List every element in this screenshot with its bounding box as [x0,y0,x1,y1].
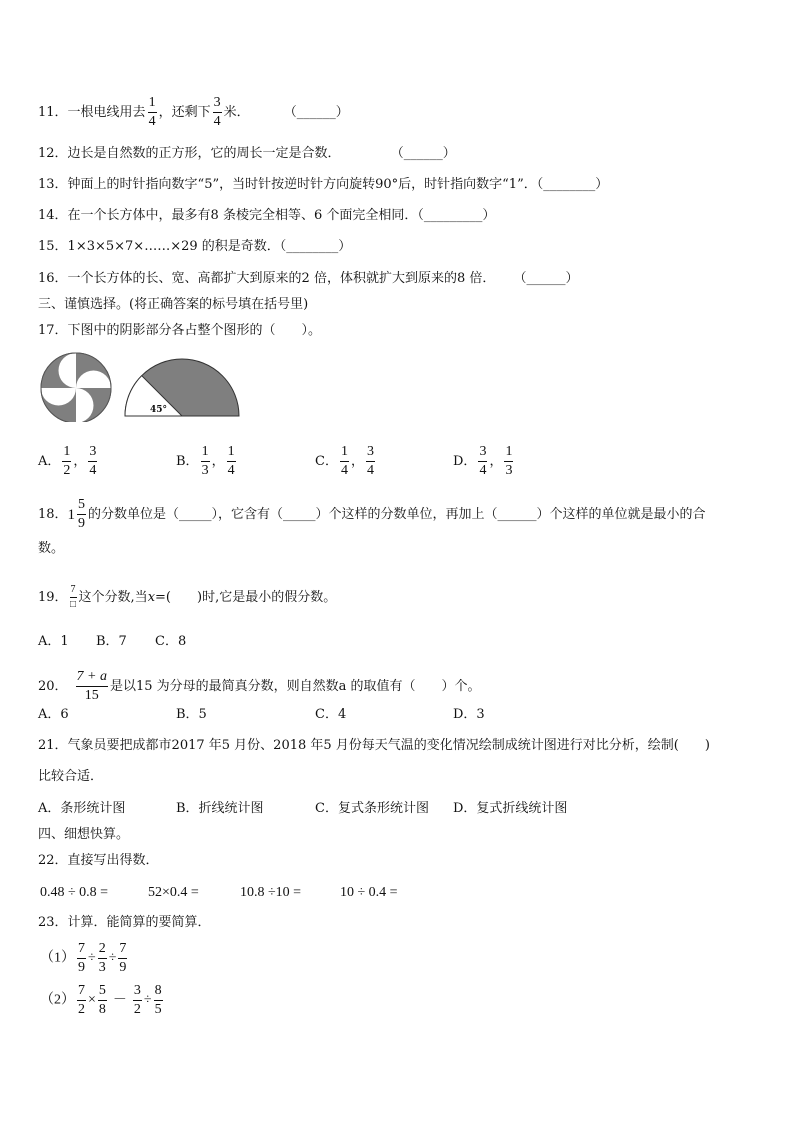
q19-option-b[interactable]: B．7 [96,634,127,649]
question-21: 21．气象员要把成都市2017 年5 月份、2018 年5 月份每天气温的变化情况绘制成统计图进行对比分析，绘制( ) [38,738,710,753]
section-heading-3: 三、谨慎选择。(将正确答案的标号填在括号里) [38,297,309,312]
question-number: 18． [38,507,68,522]
q17-figure [38,350,244,422]
question-22: 22．直接写出得数． [38,853,159,868]
question-number: 23． [38,915,68,930]
question-number: 12． [38,146,68,161]
q17-option-b[interactable]: B． $\frac{1}{3}$ ， $\frac{1}{4}$ [176,444,235,478]
q17-option-a[interactable]: A． $\frac{1}{2}$ ， $\frac{3}{4}$ [38,444,97,478]
q20-option-c[interactable]: C．4 [315,707,347,722]
q20-option-a[interactable]: A．6 [38,707,69,722]
question-number: 16． [38,271,68,286]
question-19: 19． $\frac{7}{□}$ 这个分数,当x=( )时,它是最小的假分数。 [38,584,337,610]
mixed-number: 1 $\frac{5}{9}$ [67,497,86,531]
q19-option-a[interactable]: A．1 [38,634,69,649]
question-number: 20． [38,679,68,694]
q22-item-2: 52×0.4 = [148,885,199,900]
question-14: 14．在一个长方体中，最多有8 条棱完全相等、6 个面完全相同．（_________） [38,208,496,223]
question-21-cont: 比较合适． [38,769,104,784]
q21-option-d[interactable]: D．复式折线统计图 [453,801,568,816]
question-number: 17． [38,323,68,338]
section-heading-4: 四、细想快算。 [38,827,130,842]
question-23: 23．计算．能简算的要简算． [38,915,211,930]
angle-label: 45° [150,405,168,415]
q23-part-1: （1） $\frac{7}{9}$ ÷ $\frac{2}{3}$ ÷ $\frac{7}{9}$ [40,941,127,975]
answer-blank[interactable]: （______） [283,105,349,120]
semicircle-figure [125,359,239,416]
q23-part-2: （2） $\frac{7}{2}$ × $\frac{5}{8}$ － $\frac{3}{2}$ ÷ $\frac{8}{5}$ [40,983,162,1017]
question-18-cont: 数。 [38,541,65,556]
q20-option-b[interactable]: B．5 [176,707,207,722]
question-11: 11．一根电线用去 $\frac{1}{4}$ ，还剩下 $\frac{3}{4}$ 米． （______） [38,95,349,129]
question-18: 18． 1 $\frac{5}{9}$ 的分数单位是（_____），它含有（_____）个这样的分数单位，再加上（______）个这样的单位就是最小的合 [38,497,706,531]
q19-option-c[interactable]: C．8 [155,634,187,649]
question-15: 15．1×3×5×7×……×29 的积是奇数．（________） [38,239,352,254]
question-number: 22． [38,853,68,868]
question-13: 13．钟面上的时针指向数字“5”，当时针按逆时针方向旋转90°后，时针指向数字“1”．（________） [38,177,609,192]
question-number: 11． [38,105,68,120]
q21-option-c[interactable]: C．复式条形统计图 [315,801,429,816]
question-12: 12．边长是自然数的正方形，它的周长一定是合数． （______） [38,146,456,161]
fraction: $\frac{7 + a}{15}$ [76,669,107,703]
q22-item-4: 10 ÷ 0.4 = [340,885,398,900]
question-number: 14． [38,208,68,223]
q22-item-1: 0.48 ÷ 0.8 = [40,885,109,900]
question-20: 20． $\frac{7 + a}{15}$ 是以15 为分母的最简真分数，则自然数a 的取值有（ ）个。 [38,669,481,703]
answer-blank[interactable]: （______） [513,271,579,286]
pinwheel-circle [41,353,111,422]
question-number: 19． [38,590,68,605]
question-number: 13． [38,177,68,192]
question-17: 17．下图中的阴影部分各占整个图形的（ ）。 [38,323,322,338]
question-number: 15． [38,239,68,254]
answer-blank[interactable]: （______） [390,146,456,161]
question-number: 21． [38,738,68,753]
q21-option-b[interactable]: B．折线统计图 [176,801,264,816]
fraction: $\frac{3}{4}$ [213,95,221,129]
q21-option-a[interactable]: A．条形统计图 [38,801,126,816]
q17-option-c[interactable]: C． $\frac{1}{4}$ ， $\frac{3}{4}$ [315,444,374,478]
q22-item-3: 10.8 ÷10 = [240,885,302,900]
q20-option-d[interactable]: D．3 [453,707,485,722]
fraction: $\frac{1}{4}$ [148,95,156,129]
fraction: $\frac{7}{□}$ [70,584,77,610]
q17-option-d[interactable]: D． $\frac{3}{4}$ ， $\frac{1}{3}$ [453,444,513,478]
question-16: 16．一个长方体的长、宽、高都扩大到原来的2 倍，体积就扩大到原来的8 倍． （______） [38,271,579,286]
